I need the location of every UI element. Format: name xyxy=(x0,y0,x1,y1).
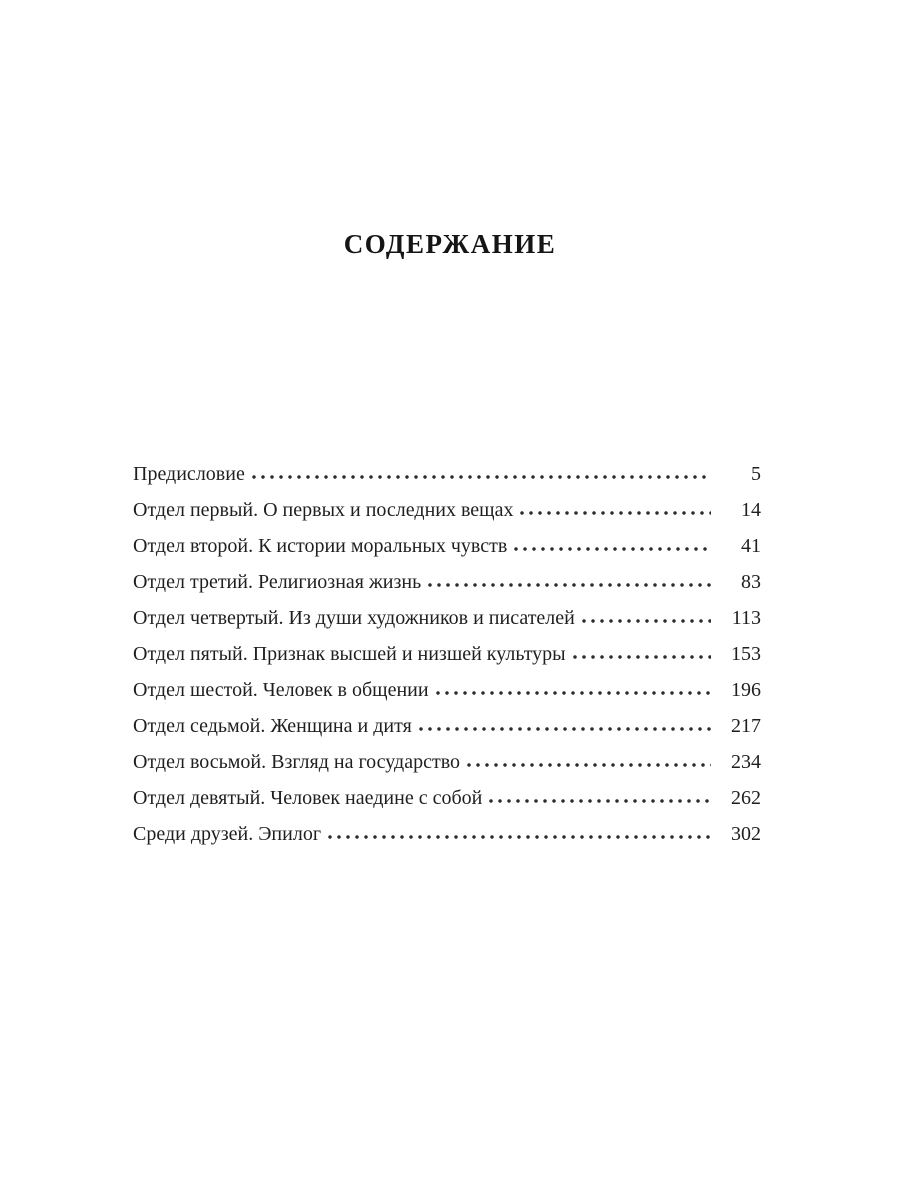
dot-leader xyxy=(582,617,711,624)
dot-leader xyxy=(467,761,711,768)
toc-entry-label: Отдел шестой. Человек в общении xyxy=(133,679,429,701)
toc-page-number: 5 xyxy=(751,463,761,485)
dot-leader xyxy=(328,833,711,840)
toc-entry-label: Предисловие xyxy=(133,463,245,485)
toc-row xyxy=(133,528,761,564)
toc-page-number: 41 xyxy=(741,535,761,557)
toc-entry-label: Отдел восьмой. Взгляд на государство xyxy=(133,751,461,773)
toc-page-number: 113 xyxy=(731,607,761,629)
toc-row xyxy=(133,636,761,672)
toc-page-number: 83 xyxy=(741,571,761,593)
toc-row xyxy=(133,744,761,780)
toc-page-number: 302 xyxy=(731,823,761,845)
toc-row xyxy=(133,672,761,708)
toc-row xyxy=(133,564,761,600)
dot-leader xyxy=(520,509,711,516)
toc-entry-label: Отдел пятый. Признак высшей и низшей культуры xyxy=(133,643,566,665)
toc-page-number: 234 xyxy=(731,751,761,773)
toc-page-number: 153 xyxy=(731,643,761,665)
toc-row xyxy=(133,600,761,636)
dot-leader xyxy=(419,725,711,732)
toc-list xyxy=(133,456,761,852)
dot-leader xyxy=(428,581,711,588)
toc-entry-label: Отдел первый. О первых и последних вещах xyxy=(133,499,514,521)
toc-entry-label: Отдел седьмой. Женщина и дитя xyxy=(133,715,412,737)
toc-row xyxy=(133,816,761,852)
dot-leader xyxy=(436,689,711,696)
toc-row xyxy=(133,492,761,528)
toc-entry-label: Отдел четвертый. Из души художников и писателей xyxy=(133,607,575,629)
dot-leader xyxy=(252,473,711,480)
toc-page-number: 262 xyxy=(731,787,761,809)
toc-entry-label: Отдел третий. Религиозная жизнь xyxy=(133,571,422,593)
dot-leader xyxy=(514,545,711,552)
toc-page-number: 217 xyxy=(731,715,761,737)
toc-entry-label: Отдел второй. К истории моральных чувств xyxy=(133,535,508,557)
toc-row xyxy=(133,780,761,816)
dot-leader xyxy=(573,653,711,660)
toc-entry-label: Среди друзей. Эпилог xyxy=(133,823,322,845)
toc-page-number: 196 xyxy=(731,679,761,701)
dot-leader xyxy=(489,797,711,804)
toc-entry-label: Отдел девятый. Человек наедине с собой xyxy=(133,787,483,809)
toc-row xyxy=(133,456,761,492)
contents-title: СОДЕРЖАНИЕ xyxy=(343,229,557,259)
toc-page-number: 14 xyxy=(741,499,761,521)
toc-row xyxy=(133,708,761,744)
